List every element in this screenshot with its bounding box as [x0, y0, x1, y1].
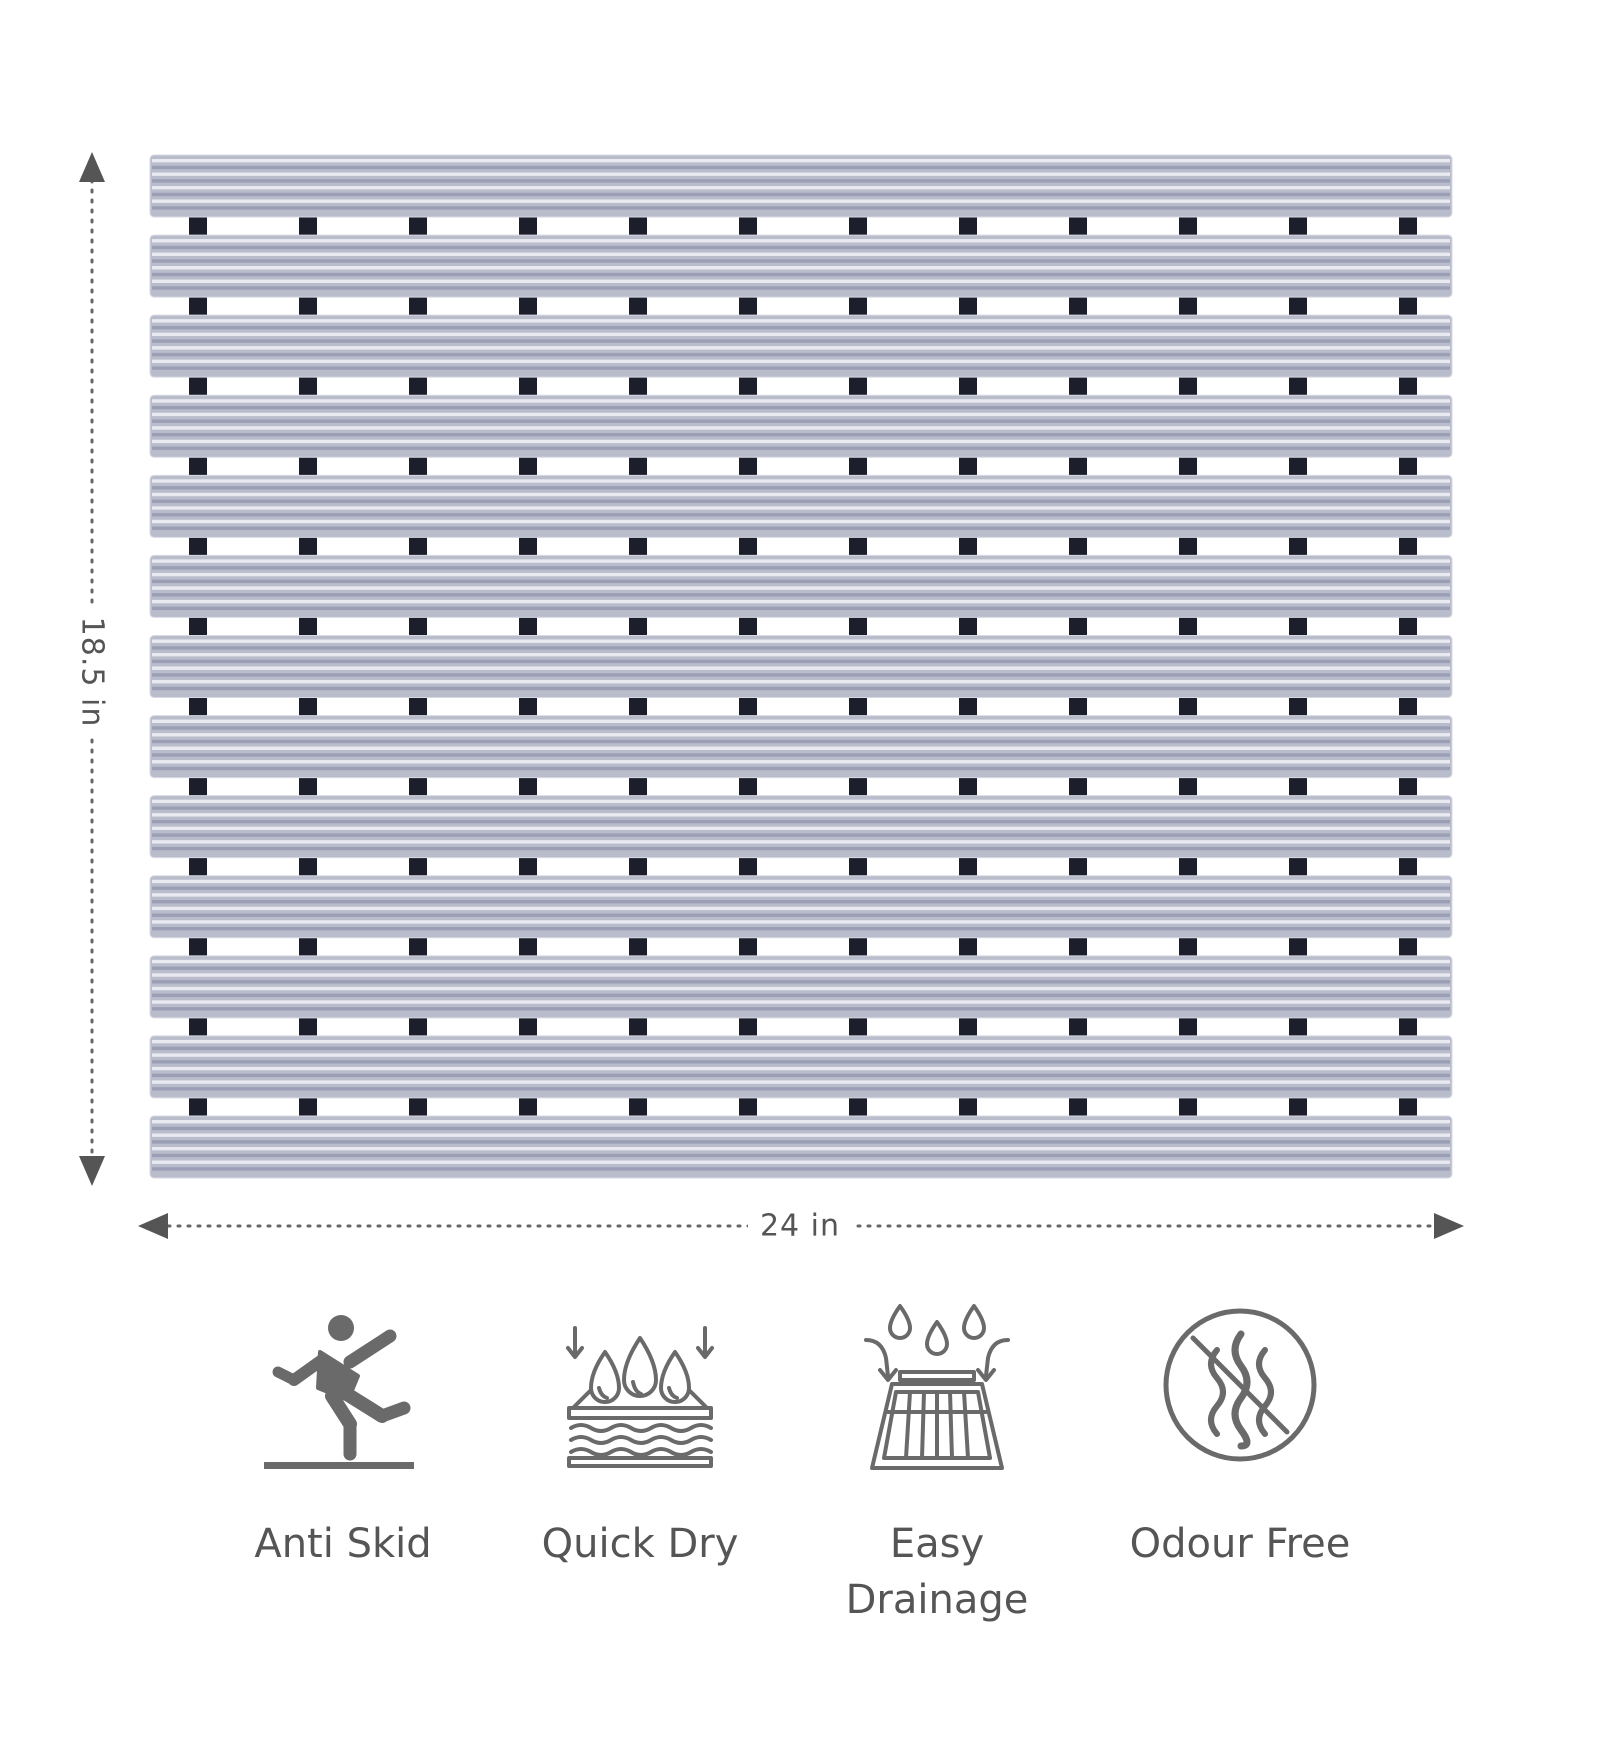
slat-connector — [299, 375, 317, 397]
slat-stripe — [152, 366, 1450, 369]
slat-connector — [519, 856, 537, 878]
slat-connector — [1399, 856, 1417, 878]
slat-connector — [299, 936, 317, 958]
slat-connector — [409, 615, 427, 637]
slat-stripe — [152, 667, 1450, 670]
slat-connector — [1399, 936, 1417, 958]
slat-connector — [1179, 295, 1197, 317]
slat-connector — [629, 455, 647, 477]
slat-stripe — [152, 286, 1450, 289]
feature-label: Anti Skid — [254, 1521, 432, 1567]
slat-stripe — [152, 360, 1450, 363]
slat-stripe — [152, 767, 1450, 770]
slat-connector — [299, 455, 317, 477]
slat-connector — [849, 455, 867, 477]
slat-connector — [1179, 615, 1197, 637]
slipping-person-icon — [258, 1300, 428, 1470]
slat-stripe — [152, 493, 1450, 496]
slat-stripe — [152, 426, 1450, 429]
slat-connector — [1289, 375, 1307, 397]
slat-connector — [189, 776, 207, 798]
slat-stripe — [152, 1080, 1450, 1083]
slat-connector — [1069, 1096, 1087, 1118]
slat-connector — [629, 1096, 647, 1118]
slat-connector — [1069, 215, 1087, 237]
slat-connector — [629, 535, 647, 557]
slat-stripe — [152, 193, 1450, 196]
slat-stripe — [152, 506, 1450, 509]
slat-connector — [189, 535, 207, 557]
slat-stripe — [152, 806, 1450, 809]
slat-connector — [519, 696, 537, 718]
slat-connector — [739, 936, 757, 958]
slat-connector — [1069, 615, 1087, 637]
slat-connector — [519, 1016, 537, 1038]
slat-stripe — [152, 593, 1450, 596]
slat-stripe — [152, 486, 1450, 489]
slat-connector — [299, 215, 317, 237]
slat-stripe — [152, 346, 1450, 349]
slat-stripe — [152, 1053, 1450, 1056]
slat-connector — [739, 295, 757, 317]
slat-connector — [849, 1096, 867, 1118]
slat-connector — [299, 295, 317, 317]
slat-stripe — [152, 914, 1450, 917]
slat-stripe — [152, 246, 1450, 249]
slat-connector — [299, 535, 317, 557]
slat-stripe — [152, 580, 1450, 583]
slat-connector — [299, 776, 317, 798]
slat-connector — [1289, 856, 1307, 878]
slat-connector — [409, 936, 427, 958]
slat-stripe — [152, 994, 1450, 997]
slat-connector — [1289, 1096, 1307, 1118]
slat-stripe — [152, 353, 1450, 356]
slat-stripe — [152, 660, 1450, 663]
slat-connector — [849, 856, 867, 878]
slat-stripe — [152, 907, 1450, 910]
slat-connector — [519, 295, 537, 317]
slat-stripe — [152, 640, 1450, 643]
slat-stripe — [152, 420, 1450, 423]
slat-connector — [189, 1016, 207, 1038]
slat-connector — [1179, 1016, 1197, 1038]
slat-connector — [739, 1096, 757, 1118]
slat-stripe — [152, 266, 1450, 269]
slat-stripe — [152, 893, 1450, 896]
slat-connector — [1399, 455, 1417, 477]
slat-stripe — [152, 1074, 1450, 1077]
slat-stripe — [152, 1161, 1450, 1164]
slat-stripe — [152, 673, 1450, 676]
slat-stripe — [152, 559, 1450, 562]
slat-connector — [1399, 776, 1417, 798]
slat-connector — [189, 375, 207, 397]
slat-stripe — [152, 173, 1450, 176]
slat-connector — [1399, 535, 1417, 557]
slat-stripe — [152, 1120, 1450, 1123]
slat-connector — [739, 696, 757, 718]
slat-connector — [1399, 215, 1417, 237]
arrow-down-icon — [79, 1156, 105, 1186]
feature-label: Easy Drainage — [845, 1521, 1029, 1623]
drainage-grate-icon — [852, 1300, 1022, 1470]
slat-connector — [959, 1096, 977, 1118]
slat-stripe — [152, 259, 1450, 262]
slat-connector — [849, 215, 867, 237]
slat-connector — [1179, 776, 1197, 798]
slat-stripe — [152, 440, 1450, 443]
slat-stripe — [152, 1167, 1450, 1170]
slat-connector — [189, 936, 207, 958]
slat-connector — [519, 535, 537, 557]
slat-stripe — [152, 726, 1450, 729]
slat-connector — [959, 455, 977, 477]
slat-stripe — [152, 747, 1450, 750]
slat-connector — [629, 295, 647, 317]
slat-connector — [189, 215, 207, 237]
slat-connector — [519, 615, 537, 637]
slat-stripe — [152, 500, 1450, 503]
slat-connector — [409, 1096, 427, 1118]
slat-connector — [1179, 535, 1197, 557]
slat-stripe — [152, 326, 1450, 329]
slat-stripe — [152, 760, 1450, 763]
slat-connector — [849, 535, 867, 557]
slat-connector — [629, 696, 647, 718]
slat-stripe — [152, 520, 1450, 523]
slat-connector — [629, 856, 647, 878]
slat-connector — [1399, 295, 1417, 317]
slat-connector — [739, 776, 757, 798]
slat-connector — [959, 615, 977, 637]
slat-connector — [1399, 615, 1417, 637]
slat-connector — [959, 535, 977, 557]
slat-stripe — [152, 753, 1450, 756]
slat-stripe — [152, 820, 1450, 823]
width-dimension-label: 24 in — [748, 1209, 852, 1244]
slat-connector — [629, 776, 647, 798]
slat-connector — [1289, 615, 1307, 637]
slat-stripe — [152, 980, 1450, 983]
slat-stripe — [152, 586, 1450, 589]
slat-connector — [959, 856, 977, 878]
slat-stripe — [152, 813, 1450, 816]
slat-connector — [959, 375, 977, 397]
slat-connector — [1399, 375, 1417, 397]
slat-connector — [1179, 856, 1197, 878]
slat-connector — [189, 696, 207, 718]
arrow-right-icon — [1434, 1213, 1464, 1239]
slat-connector — [519, 776, 537, 798]
slat-stripe — [152, 800, 1450, 803]
slat-connector — [849, 375, 867, 397]
slat-connector — [1289, 936, 1307, 958]
slat-connector — [1069, 696, 1087, 718]
slat-stripe — [152, 159, 1450, 162]
slat-connector — [1289, 776, 1307, 798]
slat-stripe — [152, 273, 1450, 276]
slat-connector — [1289, 295, 1307, 317]
slat-stripe — [152, 720, 1450, 723]
slat-connector — [849, 696, 867, 718]
slat-stripe — [152, 920, 1450, 923]
slat-connector — [519, 215, 537, 237]
slat-connector — [629, 615, 647, 637]
slat-connector — [739, 215, 757, 237]
height-dimension-label: 18.5 in — [75, 607, 110, 738]
slat-stripe — [152, 840, 1450, 843]
slat-stripe — [152, 1154, 1450, 1157]
slat-connector — [189, 455, 207, 477]
slat-stripe — [152, 166, 1450, 169]
slat-stripe — [152, 1067, 1450, 1070]
slat-connector — [849, 936, 867, 958]
slat-stripe — [152, 479, 1450, 482]
slat-connector — [849, 615, 867, 637]
slat-connector — [959, 1016, 977, 1038]
slat-connector — [849, 295, 867, 317]
slat-stripe — [152, 887, 1450, 890]
slat-connector — [1069, 535, 1087, 557]
feature-odour-free — [1090, 1300, 1390, 1572]
slat-connector — [519, 1096, 537, 1118]
slat-stripe — [152, 239, 1450, 242]
slat-stripe — [152, 1127, 1450, 1130]
slat-stripe — [152, 973, 1450, 976]
slat-connector — [189, 1096, 207, 1118]
slat-stripe — [152, 1047, 1450, 1050]
slat-connector — [409, 295, 427, 317]
no-odour-icon — [1155, 1300, 1325, 1470]
slat-connector — [959, 936, 977, 958]
slat-connector — [519, 455, 537, 477]
slat-connector — [1179, 375, 1197, 397]
slat-stripe — [152, 566, 1450, 569]
slat-connector — [1069, 936, 1087, 958]
slat-stripe — [152, 339, 1450, 342]
slat-connector — [409, 375, 427, 397]
slat-connector — [1289, 1016, 1307, 1038]
slat-connector — [629, 1016, 647, 1038]
slat-connector — [959, 776, 977, 798]
slat-connector — [1179, 455, 1197, 477]
slat-stripe — [152, 880, 1450, 883]
slat-connector — [739, 1016, 757, 1038]
feature-label: Odour Free — [1129, 1521, 1351, 1567]
slat-connector — [1069, 455, 1087, 477]
slat-connector — [629, 215, 647, 237]
slat-stripe — [152, 1147, 1450, 1150]
slat-connector — [1069, 295, 1087, 317]
slat-stripe — [152, 513, 1450, 516]
slat-connector — [1069, 856, 1087, 878]
slat-connector — [1069, 375, 1087, 397]
feature-quick-dry — [490, 1300, 790, 1572]
slat-connector — [1289, 535, 1307, 557]
slat-stripe — [152, 960, 1450, 963]
slat-stripe — [152, 280, 1450, 283]
slat-connector — [959, 215, 977, 237]
arrow-left-icon — [138, 1213, 168, 1239]
slat-connector — [299, 1016, 317, 1038]
slat-connector — [299, 615, 317, 637]
slat-stripe — [152, 833, 1450, 836]
slat-connector — [1289, 455, 1307, 477]
slat-stripe — [152, 1000, 1450, 1003]
slat-connector — [519, 375, 537, 397]
slat-connector — [629, 936, 647, 958]
slat-stripe — [152, 447, 1450, 450]
slat-stripe — [152, 253, 1450, 256]
slat-stripe — [152, 1040, 1450, 1043]
slat-connector — [1399, 696, 1417, 718]
slat-connector — [1179, 1096, 1197, 1118]
slat-connector — [299, 856, 317, 878]
slat-connector — [849, 776, 867, 798]
slat-stripe — [152, 927, 1450, 930]
slat-stripe — [152, 646, 1450, 649]
slat-stripe — [152, 1060, 1450, 1063]
slat-stripe — [152, 967, 1450, 970]
water-drops-on-layers-icon — [555, 1300, 725, 1470]
slat-stripe — [152, 319, 1450, 322]
slat-stripe — [152, 900, 1450, 903]
slat-connector — [739, 455, 757, 477]
slat-stripe — [152, 680, 1450, 683]
slat-stripe — [152, 733, 1450, 736]
slat-connector — [739, 856, 757, 878]
feature-easy-drainage — [787, 1300, 1087, 1628]
slat-stripe — [152, 186, 1450, 189]
slat-connector — [1179, 696, 1197, 718]
slat-connector — [409, 1016, 427, 1038]
slat-connector — [409, 535, 427, 557]
slat-connector — [299, 696, 317, 718]
slat-stripe — [152, 206, 1450, 209]
slat-connector — [1069, 1016, 1087, 1038]
slat-connector — [739, 615, 757, 637]
slat-connector — [739, 375, 757, 397]
slat-connector — [189, 856, 207, 878]
slat-stripe — [152, 527, 1450, 530]
slat-stripe — [152, 573, 1450, 576]
slat-connector — [1179, 215, 1197, 237]
slat-stripe — [152, 1087, 1450, 1090]
feature-label: Quick Dry — [541, 1521, 739, 1567]
slat-stripe — [152, 827, 1450, 830]
slat-stripe — [152, 740, 1450, 743]
slat-stripe — [152, 987, 1450, 990]
slat-stripe — [152, 1007, 1450, 1010]
feature-anti-skid — [193, 1300, 493, 1572]
slat-stripe — [152, 433, 1450, 436]
slat-connector — [1399, 1016, 1417, 1038]
slat-connector — [1289, 696, 1307, 718]
slat-stripe — [152, 653, 1450, 656]
slat-connector — [629, 375, 647, 397]
slat-stripe — [152, 1134, 1450, 1137]
slat-connector — [849, 1016, 867, 1038]
slat-stripe — [152, 607, 1450, 610]
slat-stripe — [152, 847, 1450, 850]
slat-connector — [1289, 215, 1307, 237]
slat-connector — [1069, 776, 1087, 798]
slat-connector — [409, 776, 427, 798]
slat-stripe — [152, 179, 1450, 182]
slat-connector — [959, 295, 977, 317]
slat-connector — [959, 696, 977, 718]
slat-connector — [409, 455, 427, 477]
slat-connector — [1179, 936, 1197, 958]
slat-stripe — [152, 687, 1450, 690]
slat-stripe — [152, 333, 1450, 336]
slat-stripe — [152, 399, 1450, 402]
slat-connector — [189, 615, 207, 637]
arrow-up-icon — [79, 152, 105, 182]
slat-stripe — [152, 413, 1450, 416]
slat-connector — [299, 1096, 317, 1118]
slat-connector — [739, 535, 757, 557]
slat-connector — [409, 215, 427, 237]
slat-stripe — [152, 200, 1450, 203]
slat-connector — [1399, 1096, 1417, 1118]
slat-connector — [519, 936, 537, 958]
slat-stripe — [152, 1140, 1450, 1143]
slat-connector — [409, 856, 427, 878]
slat-stripe — [152, 406, 1450, 409]
slat-connector — [409, 696, 427, 718]
slat-connector — [189, 295, 207, 317]
slat-stripe — [152, 600, 1450, 603]
